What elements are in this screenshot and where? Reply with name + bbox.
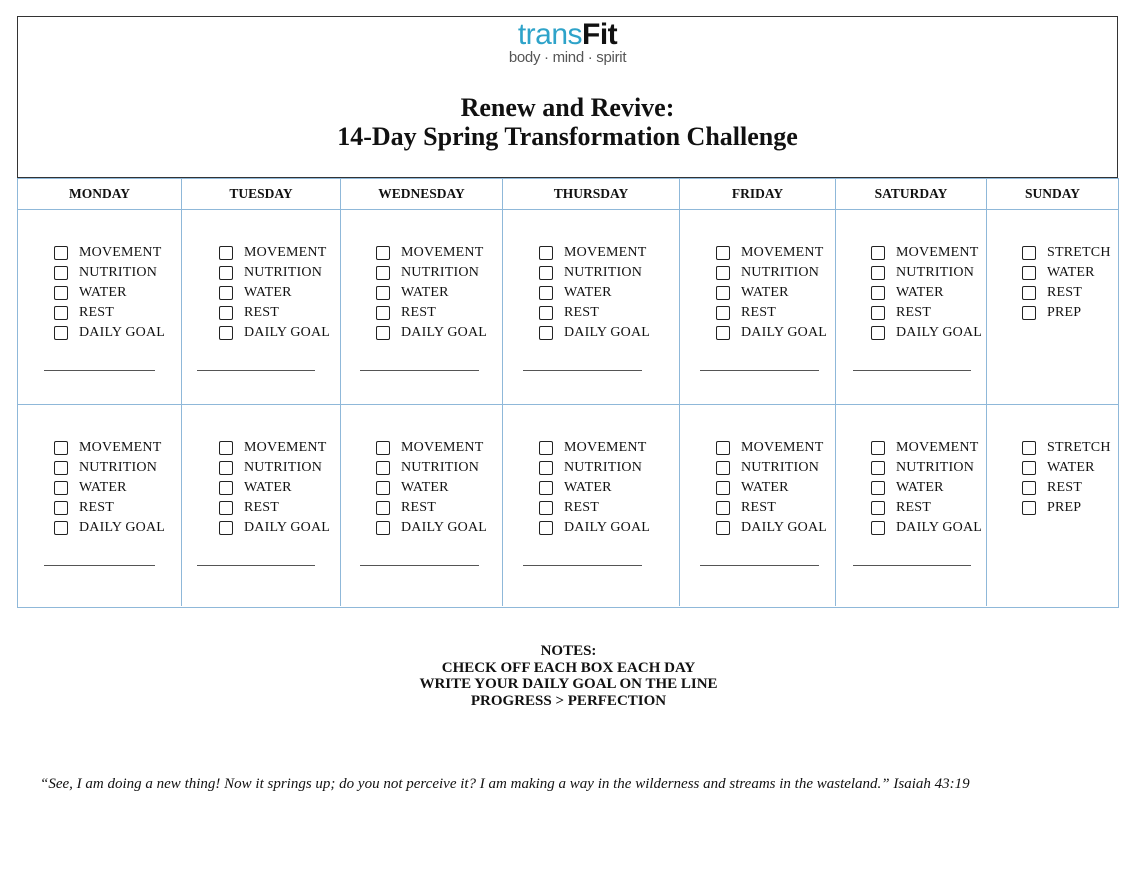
day-cell-week1-saturday <box>836 210 987 405</box>
checkbox[interactable] <box>871 286 885 300</box>
checkbox[interactable] <box>871 521 885 535</box>
daily-goal-line[interactable] <box>853 370 971 371</box>
checkbox[interactable] <box>54 266 68 280</box>
checklist-label: NUTRITION <box>564 460 643 475</box>
checklist-label: DAILY GOAL <box>79 520 166 535</box>
checklist-item[interactable] <box>1022 243 1118 263</box>
checklist-label: DAILY GOAL <box>896 520 983 535</box>
checklist-item[interactable] <box>716 458 835 478</box>
checklist-label: MOVEMENT <box>244 440 327 455</box>
checklist-item[interactable] <box>871 323 986 343</box>
checkbox[interactable] <box>539 326 553 340</box>
day-cell-week1-thursday <box>503 210 680 405</box>
checklist-label: DAILY GOAL <box>244 520 331 535</box>
daily-goal-line[interactable] <box>360 370 479 371</box>
checkbox[interactable] <box>539 306 553 320</box>
checklist-label: DAILY GOAL <box>564 325 651 340</box>
checkbox[interactable] <box>219 286 233 300</box>
daily-goal-line[interactable] <box>197 565 315 566</box>
checklist-item[interactable] <box>54 518 181 538</box>
day-header-sunday: SUNDAY <box>987 179 1118 210</box>
checklist-item[interactable] <box>219 323 340 343</box>
checklist-label: MOVEMENT <box>564 245 647 260</box>
checklist-item[interactable] <box>219 498 340 518</box>
checklist-item[interactable] <box>539 458 679 478</box>
checkbox[interactable] <box>219 501 233 515</box>
checklist <box>54 243 181 343</box>
checklist-item[interactable] <box>539 323 679 343</box>
checklist-label: REST <box>741 500 777 515</box>
checklist <box>54 438 181 538</box>
checkbox[interactable] <box>376 306 390 320</box>
checklist-label: REST <box>741 305 777 320</box>
checklist-label: NUTRITION <box>79 265 158 280</box>
logo-tagline: body · mind · spirit <box>508 49 627 66</box>
notes-heading: NOTES: <box>540 643 597 659</box>
day-header-monday: MONDAY <box>18 179 182 210</box>
checklist-label: NUTRITION <box>741 460 820 475</box>
daily-goal-line[interactable] <box>523 370 642 371</box>
daily-goal-line[interactable] <box>360 565 479 566</box>
checkbox[interactable] <box>1022 266 1036 280</box>
checklist <box>716 438 835 538</box>
checklist-item[interactable] <box>219 438 340 458</box>
checkbox[interactable] <box>376 266 390 280</box>
checkbox[interactable] <box>376 501 390 515</box>
checklist-label: PREP <box>1047 500 1082 515</box>
checklist-label: WATER <box>1047 265 1095 280</box>
checkbox[interactable] <box>219 521 233 535</box>
checklist-label: DAILY GOAL <box>401 520 488 535</box>
checklist-item[interactable] <box>219 478 340 498</box>
checklist-item[interactable] <box>376 303 502 323</box>
checkbox[interactable] <box>716 266 730 280</box>
checklist-label: WATER <box>896 285 944 300</box>
checklist-item[interactable] <box>539 498 679 518</box>
checkbox[interactable] <box>1022 481 1036 495</box>
checkbox[interactable] <box>54 246 68 260</box>
checklist-item[interactable] <box>539 263 679 283</box>
checklist-label: REST <box>401 305 437 320</box>
checklist-label: PREP <box>1047 305 1082 320</box>
checklist-label: MOVEMENT <box>79 245 162 260</box>
checkbox[interactable] <box>716 286 730 300</box>
daily-goal-line[interactable] <box>197 370 315 371</box>
checklist-label: WATER <box>896 480 944 495</box>
checklist-item[interactable] <box>219 243 340 263</box>
checkbox[interactable] <box>54 521 68 535</box>
checklist-item[interactable] <box>539 283 679 303</box>
checklist <box>1022 438 1118 518</box>
day-cell-week1-wednesday <box>341 210 503 405</box>
checklist-label: NUTRITION <box>564 265 643 280</box>
checkbox[interactable] <box>54 326 68 340</box>
checklist-label: NUTRITION <box>401 460 480 475</box>
checklist-label: NUTRITION <box>79 460 158 475</box>
checklist-item[interactable] <box>219 283 340 303</box>
checklist <box>716 243 835 343</box>
checklist-item[interactable] <box>1022 458 1118 478</box>
checklist-label: NUTRITION <box>741 265 820 280</box>
checkbox[interactable] <box>219 481 233 495</box>
checklist-item[interactable] <box>376 478 502 498</box>
checkbox[interactable] <box>871 441 885 455</box>
checklist-item[interactable] <box>376 283 502 303</box>
checkbox[interactable] <box>54 501 68 515</box>
checklist-item[interactable] <box>871 263 986 283</box>
checkbox[interactable] <box>716 521 730 535</box>
checklist-item[interactable] <box>376 323 502 343</box>
day-cell-week1-friday <box>680 210 836 405</box>
checkbox[interactable] <box>54 441 68 455</box>
checklist-item[interactable] <box>539 518 679 538</box>
checkbox[interactable] <box>54 286 68 300</box>
checkbox[interactable] <box>1022 441 1036 455</box>
checkbox[interactable] <box>1022 306 1036 320</box>
header <box>17 16 1118 178</box>
checkbox[interactable] <box>716 461 730 475</box>
checkbox[interactable] <box>376 246 390 260</box>
checklist-item[interactable] <box>219 518 340 538</box>
checklist-label: MOVEMENT <box>401 245 484 260</box>
logo-trans-text: trans <box>517 18 583 51</box>
checklist-label: MOVEMENT <box>401 440 484 455</box>
checklist-item[interactable] <box>54 498 181 518</box>
title-line-2: 14-Day Spring Transformation Challenge <box>337 122 798 151</box>
checklist-item[interactable] <box>716 438 835 458</box>
checkbox[interactable] <box>539 286 553 300</box>
checklist-item[interactable] <box>54 438 181 458</box>
day-cell-week1-sunday <box>987 210 1118 405</box>
checklist-label: DAILY GOAL <box>564 520 651 535</box>
checklist-item[interactable] <box>716 243 835 263</box>
checklist-item[interactable] <box>871 498 986 518</box>
checkbox[interactable] <box>716 481 730 495</box>
notes-line-1: CHECK OFF EACH BOX EACH DAY <box>441 659 696 676</box>
checkbox[interactable] <box>1022 461 1036 475</box>
checkbox[interactable] <box>539 246 553 260</box>
checklist-item[interactable] <box>716 303 835 323</box>
checklist-label: REST <box>244 500 280 515</box>
checklist <box>539 438 679 538</box>
title-line-1: Renew and Revive: <box>460 93 675 122</box>
checklist-item[interactable] <box>54 303 181 323</box>
checkbox[interactable] <box>871 246 885 260</box>
checklist-label: MOVEMENT <box>896 245 979 260</box>
checklist-item[interactable] <box>871 458 986 478</box>
checkbox[interactable] <box>219 461 233 475</box>
daily-goal-line[interactable] <box>523 565 642 566</box>
bible-quote: “See, I am doing a new thing! Now it springs up; do you not perceive it? I am making a way in the wilderness and streams in the wasteland.” Isaiah 43:19 <box>40 776 970 792</box>
day-header-saturday: SATURDAY <box>836 179 987 210</box>
checkbox[interactable] <box>376 521 390 535</box>
checklist-label: DAILY GOAL <box>79 325 166 340</box>
checklist <box>1022 243 1118 323</box>
checklist <box>219 243 340 343</box>
checkbox[interactable] <box>1022 286 1036 300</box>
checkbox[interactable] <box>376 441 390 455</box>
notes-line-3: PROGRESS > PERFECTION <box>470 692 667 709</box>
checklist-label: MOVEMENT <box>896 440 979 455</box>
checklist-item[interactable] <box>376 498 502 518</box>
checklist-label: WATER <box>741 285 789 300</box>
checklist-item[interactable] <box>871 518 986 538</box>
checklist-item[interactable] <box>871 478 986 498</box>
checkbox[interactable] <box>716 326 730 340</box>
checklist-item[interactable] <box>376 518 502 538</box>
checklist-item[interactable] <box>376 243 502 263</box>
checklist-label: NUTRITION <box>401 265 480 280</box>
checklist-label: WATER <box>564 285 612 300</box>
checkbox[interactable] <box>376 481 390 495</box>
checklist-label: WATER <box>401 480 449 495</box>
checklist-label: DAILY GOAL <box>741 325 828 340</box>
checklist-item[interactable] <box>716 263 835 283</box>
day-cell-week2-monday <box>18 405 182 606</box>
day-header-tuesday: TUESDAY <box>182 179 341 210</box>
checklist-label: MOVEMENT <box>741 440 824 455</box>
checkbox[interactable] <box>376 326 390 340</box>
checkbox[interactable] <box>219 306 233 320</box>
day-cell-week1-tuesday <box>182 210 341 405</box>
checklist-item[interactable] <box>376 438 502 458</box>
checklist-label: DAILY GOAL <box>244 325 331 340</box>
checklist-item[interactable] <box>539 303 679 323</box>
checklist-item[interactable] <box>1022 478 1118 498</box>
checkbox[interactable] <box>376 461 390 475</box>
checklist <box>871 438 986 538</box>
checklist-item[interactable] <box>539 478 679 498</box>
checklist-label: WATER <box>564 480 612 495</box>
checklist-label: WATER <box>244 480 292 495</box>
logo-fit-text: Fit <box>582 18 618 51</box>
checklist-label: REST <box>79 305 115 320</box>
checklist-item[interactable] <box>716 498 835 518</box>
checklist-label: STRETCH <box>1047 245 1111 260</box>
checkbox[interactable] <box>871 461 885 475</box>
day-cell-week2-sunday <box>987 405 1118 606</box>
day-cell-week1-monday <box>18 210 182 405</box>
notes-line-2: WRITE YOUR DAILY GOAL ON THE LINE <box>419 676 718 692</box>
checklist-label: REST <box>564 305 600 320</box>
checkbox[interactable] <box>539 501 553 515</box>
checkbox[interactable] <box>54 481 68 495</box>
checklist-label: NUTRITION <box>244 460 323 475</box>
checklist-item[interactable] <box>1022 283 1118 303</box>
checklist-label: STRETCH <box>1047 440 1111 455</box>
checklist-label: DAILY GOAL <box>401 325 488 340</box>
checkbox[interactable] <box>716 501 730 515</box>
checklist-item[interactable] <box>54 458 181 478</box>
checklist-item[interactable] <box>871 438 986 458</box>
daily-goal-line[interactable] <box>44 370 155 371</box>
checkbox[interactable] <box>871 481 885 495</box>
checklist-label: MOVEMENT <box>564 440 647 455</box>
checkbox[interactable] <box>539 481 553 495</box>
checklist-label: REST <box>401 500 437 515</box>
checklist-label: NUTRITION <box>896 460 975 475</box>
checkbox[interactable] <box>219 266 233 280</box>
day-cell-week2-tuesday <box>182 405 341 606</box>
checkbox[interactable] <box>376 286 390 300</box>
checklist-item[interactable] <box>54 323 181 343</box>
checklist-label: REST <box>1047 480 1083 495</box>
checkbox[interactable] <box>539 521 553 535</box>
checklist-item[interactable] <box>1022 303 1118 323</box>
checkbox[interactable] <box>1022 501 1036 515</box>
daily-goal-line[interactable] <box>700 370 819 371</box>
checklist-item[interactable] <box>871 303 986 323</box>
day-cell-week2-friday <box>680 405 836 606</box>
daily-goal-line[interactable] <box>853 565 971 566</box>
checkbox[interactable] <box>219 326 233 340</box>
checkbox[interactable] <box>871 306 885 320</box>
checklist-item[interactable] <box>1022 263 1118 283</box>
day-header-friday: FRIDAY <box>680 179 836 210</box>
daily-goal-line[interactable] <box>44 565 155 566</box>
checklist-label: REST <box>244 305 280 320</box>
checklist-label: DAILY GOAL <box>741 520 828 535</box>
checklist-item[interactable] <box>219 263 340 283</box>
checklist-item[interactable] <box>716 478 835 498</box>
day-header-wednesday: WEDNESDAY <box>341 179 503 210</box>
checklist-item[interactable] <box>539 243 679 263</box>
checklist-item[interactable] <box>54 263 181 283</box>
checklist-label: REST <box>896 500 932 515</box>
checklist-label: NUTRITION <box>244 265 323 280</box>
checklist-item[interactable] <box>376 263 502 283</box>
checklist-label: DAILY GOAL <box>896 325 983 340</box>
day-cell-week2-wednesday <box>341 405 503 606</box>
checkbox[interactable] <box>219 441 233 455</box>
checkbox[interactable] <box>539 266 553 280</box>
day-header-thursday: THURSDAY <box>503 179 680 210</box>
checkbox[interactable] <box>539 461 553 475</box>
checkbox[interactable] <box>871 266 885 280</box>
checklist-label: WATER <box>79 480 127 495</box>
checklist-label: MOVEMENT <box>79 440 162 455</box>
notes-section <box>0 643 1137 709</box>
checklist-label: MOVEMENT <box>741 245 824 260</box>
checklist-item[interactable] <box>716 323 835 343</box>
checklist-item[interactable] <box>716 283 835 303</box>
day-cell-week2-saturday <box>836 405 987 606</box>
checklist-label: REST <box>79 500 115 515</box>
checklist-label: WATER <box>401 285 449 300</box>
checkbox[interactable] <box>539 441 553 455</box>
checklist-item[interactable] <box>716 518 835 538</box>
daily-goal-line[interactable] <box>700 565 819 566</box>
checklist <box>871 243 986 343</box>
checklist-item[interactable] <box>219 303 340 323</box>
day-cell-week2-thursday <box>503 405 680 606</box>
challenge-grid <box>17 178 1119 608</box>
checkbox[interactable] <box>871 501 885 515</box>
checklist-label: MOVEMENT <box>244 245 327 260</box>
checklist <box>539 243 679 343</box>
page-title <box>18 93 1117 151</box>
checkbox[interactable] <box>219 246 233 260</box>
checklist <box>376 243 502 343</box>
checklist-item[interactable] <box>219 458 340 478</box>
checklist-label: WATER <box>79 285 127 300</box>
checklist-item[interactable] <box>54 283 181 303</box>
checklist-item[interactable] <box>871 283 986 303</box>
checklist-item[interactable] <box>54 478 181 498</box>
checkbox[interactable] <box>716 441 730 455</box>
checklist-item[interactable] <box>539 438 679 458</box>
checkbox[interactable] <box>54 306 68 320</box>
checkbox[interactable] <box>871 326 885 340</box>
checkbox[interactable] <box>54 461 68 475</box>
checklist-label: REST <box>896 305 932 320</box>
checklist-label: WATER <box>1047 460 1095 475</box>
checklist-item[interactable] <box>54 243 181 263</box>
checklist-label: REST <box>1047 285 1083 300</box>
checkbox[interactable] <box>716 246 730 260</box>
checklist-item[interactable] <box>1022 438 1118 458</box>
checklist <box>376 438 502 538</box>
checklist-item[interactable] <box>871 243 986 263</box>
checklist <box>219 438 340 538</box>
checklist-item[interactable] <box>1022 498 1118 518</box>
checklist-item[interactable] <box>376 458 502 478</box>
checklist-label: NUTRITION <box>896 265 975 280</box>
transfit-logo <box>18 19 1117 66</box>
checklist-label: REST <box>564 500 600 515</box>
checklist-label: WATER <box>244 285 292 300</box>
checkbox[interactable] <box>716 306 730 320</box>
checkbox[interactable] <box>1022 246 1036 260</box>
checklist-label: WATER <box>741 480 789 495</box>
